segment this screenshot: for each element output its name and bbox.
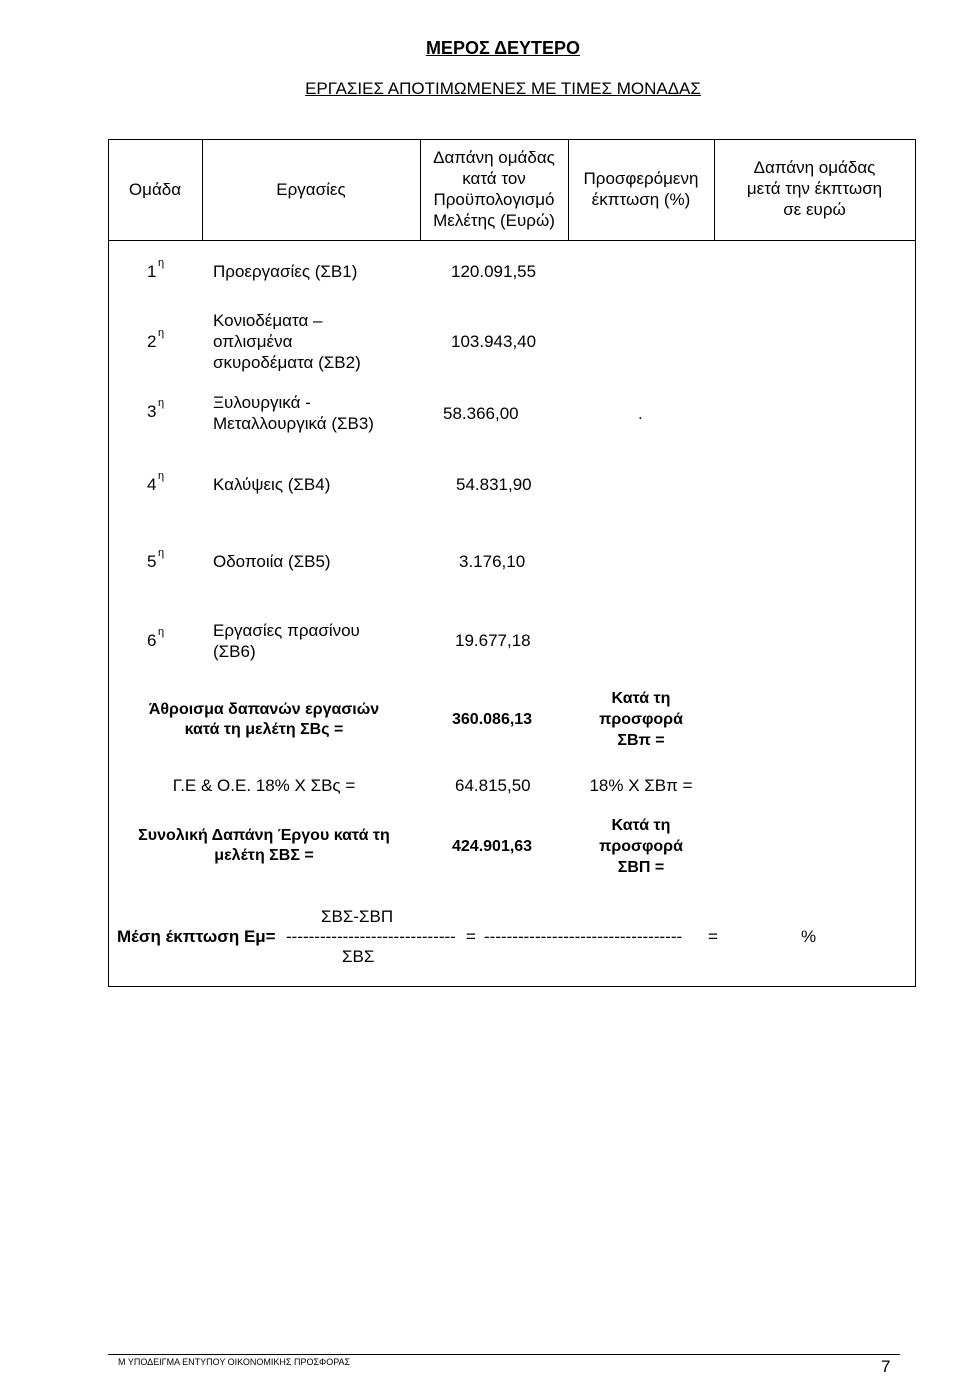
footer-rule <box>108 1354 900 1355</box>
row-cost: 3.176,10 <box>459 552 526 571</box>
formula-equals-2: = <box>708 927 718 946</box>
total-offer-l1: Κατά τη <box>611 817 671 834</box>
sum-value: 360.086,13 <box>452 711 533 728</box>
row-work-l2: Μεταλλουργικά (ΣΒ3) <box>213 414 374 433</box>
row-number: 1 <box>147 262 157 281</box>
row-discount-mark: . <box>638 404 643 423</box>
formula-dashes-2: ----------------------------------- <box>484 927 683 946</box>
row-number: 2 <box>147 332 157 351</box>
formula-numerator: ΣΒΣ-ΣΒΠ <box>321 907 394 926</box>
row-work: Προεργασίες (ΣΒ1) <box>213 262 358 281</box>
row-cost: 120.091,55 <box>451 262 537 281</box>
row-work-l1: Εργασίες πρασίνου <box>213 621 360 640</box>
total-offer-l3: ΣΒΠ = <box>617 859 665 876</box>
row-number-sup: η <box>158 547 165 559</box>
row-work-l3: σκυροδέματα (ΣΒ2) <box>213 353 361 372</box>
header-group: Ομάδα <box>128 180 182 199</box>
header-cost-l1: Δαπάνη ομάδας <box>433 148 555 167</box>
row-cost: 19.677,18 <box>455 631 531 650</box>
header-cost-l2: κατά τον <box>462 169 526 188</box>
total-offer-l2: προσφορά <box>599 838 683 855</box>
formula-denominator: ΣΒΣ <box>342 947 375 966</box>
row-number: 5 <box>147 552 157 571</box>
header-divider-3 <box>568 139 569 241</box>
row-number: 4 <box>147 475 157 494</box>
row-number-sup: η <box>158 626 165 638</box>
formula-equals-1: = <box>466 927 476 946</box>
part-title: ΜΕΡΟΣ ΔΕΥΤΕΡΟ <box>425 38 581 58</box>
header-after-l3: σε ευρώ <box>783 200 846 219</box>
ge-value: 64.815,50 <box>455 776 531 795</box>
section-subtitle: ΕΡΓΑΣΙΕΣ ΑΠΟΤΙΜΩΜΕΝΕΣ ΜΕ ΤΙΜΕΣ ΜΟΝΑΔΑΣ <box>305 79 701 98</box>
formula-label: Μέση έκπτωση Εμ= <box>117 927 276 946</box>
row-work: Οδοποιία (ΣΒ5) <box>213 552 331 571</box>
header-discount-l2: έκπτωση (%) <box>591 190 691 209</box>
row-number: 3 <box>147 402 157 421</box>
sum-label-l1: Άθροισμα δαπανών εργασιών <box>148 701 380 718</box>
sum-label-l2: κατά τη μελέτη ΣΒς = <box>184 721 344 738</box>
row-work-l1: Κονιοδέματα – <box>213 311 323 330</box>
total-label-l2: μελέτη ΣΒΣ = <box>214 847 314 864</box>
ge-label: Γ.Ε & Ο.Ε. 18% Χ ΣΒς = <box>172 776 356 795</box>
header-bottom-border <box>108 240 916 241</box>
row-number-sup: η <box>158 470 165 482</box>
footer-text: Μ ΥΠΟΔΕΙΓΜΑ ΕΝΤΥΠΟΥ ΟΙΚΟΝΟΜΙΚΗΣ ΠΡΟΣΦΟΡΑΣ <box>118 1357 351 1367</box>
header-cost-l4: Μελέτης (Ευρώ) <box>433 211 555 230</box>
header-after-l1: Δαπάνη ομάδας <box>753 158 876 177</box>
row-work-l2: οπλισμένα <box>213 332 293 351</box>
total-value: 424.901,63 <box>452 838 533 855</box>
row-work-l1: Ξυλουργικά - <box>213 393 311 412</box>
row-number-sup: η <box>158 327 165 339</box>
row-number-sup: η <box>158 397 165 409</box>
formula-percent: % <box>801 927 817 946</box>
header-discount-l1: Προσφερόμενη <box>583 169 699 188</box>
row-cost: 58.366,00 <box>443 404 519 423</box>
header-cost-l3: Προϋπολογισμό <box>433 190 555 209</box>
formula-dashes-1: ------------------------------ <box>286 927 456 946</box>
row-number-sup: η <box>158 257 165 269</box>
header-after-l2: μετά την έκπτωση <box>746 179 883 198</box>
table-bottom-border <box>108 986 916 987</box>
row-number: 6 <box>147 631 157 650</box>
table-right-border <box>915 139 916 987</box>
row-work-l2: (ΣΒ6) <box>213 642 256 661</box>
header-works: Εργασίες <box>276 180 346 199</box>
total-label-l1: Συνολική Δαπάνη Έργου κατά τη <box>138 827 390 844</box>
row-cost: 103.943,40 <box>451 332 537 351</box>
row-cost: 54.831,90 <box>456 475 532 494</box>
row-work: Καλύψεις (ΣΒ4) <box>213 475 331 494</box>
sum-offer-l3: ΣΒπ = <box>617 732 665 749</box>
table-top-border <box>108 139 916 140</box>
ge-offer: 18% Χ ΣΒπ = <box>589 776 693 795</box>
page-number: 7 <box>881 1357 891 1376</box>
sum-offer-l2: προσφορά <box>599 711 683 728</box>
sum-offer-l1: Κατά τη <box>611 690 671 707</box>
